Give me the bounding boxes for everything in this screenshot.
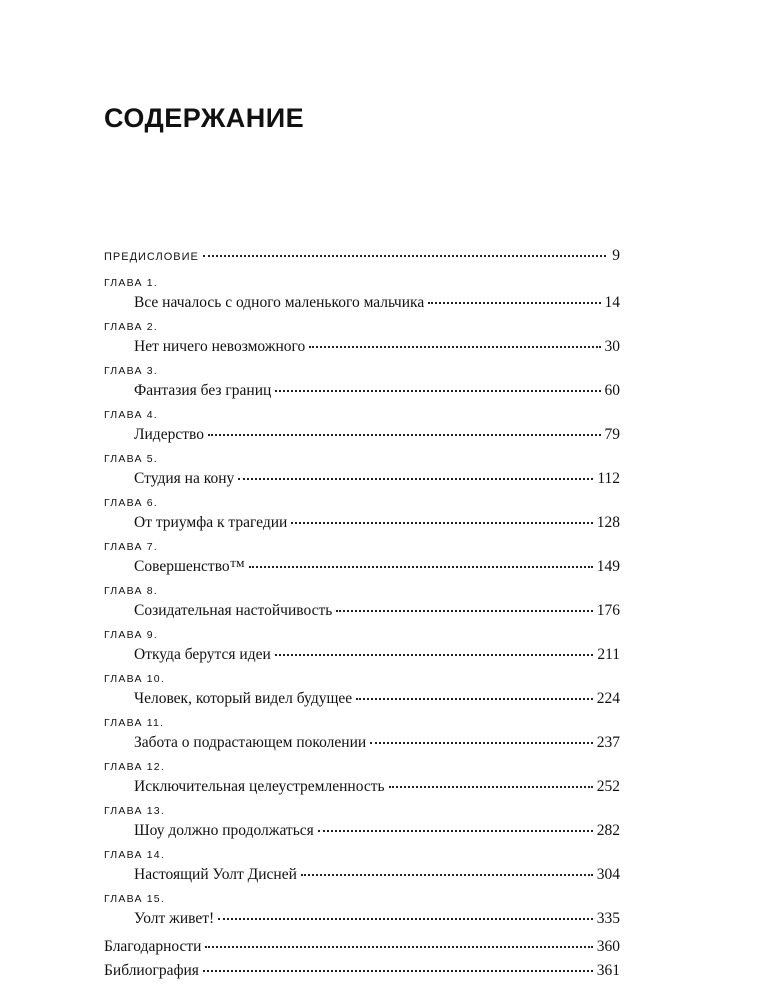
- toc-entry-chapter[interactable]: [104, 863, 620, 887]
- chapter-label: ГЛАВА 15.: [104, 893, 165, 905]
- page-title: СОДЕРЖАНИЕ: [104, 103, 305, 133]
- dot-leader: [275, 389, 600, 392]
- chapter-title: Лидерство: [134, 426, 204, 443]
- toc-page-number: 30: [604, 338, 620, 355]
- chapter-label: ГЛАВА 8.: [104, 585, 158, 597]
- dot-leader: [370, 741, 593, 744]
- toc-page-number: 360: [596, 938, 620, 955]
- dot-leader: [356, 697, 593, 700]
- chapter-list: [104, 276, 620, 931]
- chapter-title: Исключительная целеустремленность: [134, 778, 385, 795]
- toc-entry-chapter[interactable]: [104, 687, 620, 711]
- dot-leader: [301, 873, 593, 876]
- toc-entry-preface[interactable]: [104, 244, 620, 268]
- toc-page-number: 79: [604, 426, 620, 443]
- toc-entry-acknowledgements[interactable]: [104, 935, 620, 959]
- toc-page-number: 237: [596, 734, 620, 751]
- chapter-title: Уолт живет!: [134, 910, 215, 927]
- toc-page-number: 361: [596, 962, 620, 979]
- chapter-label: ГЛАВА 9.: [104, 629, 158, 641]
- chapter-label: ГЛАВА 6.: [104, 497, 158, 509]
- toc-entry-chapter[interactable]: [104, 291, 620, 315]
- chapter-title: От триумфа к трагедии: [134, 514, 288, 531]
- toc-entry-chapter[interactable]: [104, 775, 620, 799]
- dot-leader: [428, 301, 600, 304]
- chapter-title: Студия на кону: [134, 470, 235, 487]
- toc-entry-chapter[interactable]: [104, 423, 620, 447]
- toc-page-number: 176: [596, 602, 620, 619]
- chapter-label: ГЛАВА 12.: [104, 761, 165, 773]
- toc-entry-chapter[interactable]: [104, 555, 620, 579]
- chapter-label: ГЛАВА 7.: [104, 541, 158, 553]
- toc-entry-label: Благодарности: [104, 938, 202, 955]
- toc-page-number: 224: [596, 690, 620, 707]
- toc-entry-chapter[interactable]: [104, 643, 620, 667]
- dot-leader: [309, 345, 600, 348]
- toc-entry-chapter[interactable]: [104, 731, 620, 755]
- toc-entry-chapter[interactable]: [104, 467, 620, 491]
- chapter-title: Совершенство™: [134, 558, 245, 575]
- chapter-title: Нет ничего невозможного: [134, 338, 306, 355]
- chapter-title: Шоу должно продолжаться: [134, 822, 314, 839]
- toc-page-number: 14: [604, 294, 620, 311]
- toc-page-number: 112: [597, 470, 620, 487]
- toc-entry-chapter[interactable]: [104, 907, 620, 931]
- dot-leader: [218, 917, 593, 920]
- toc-page-number: 60: [604, 382, 620, 399]
- chapter-label: ГЛАВА 10.: [104, 673, 165, 685]
- toc-entry-chapter[interactable]: [104, 335, 620, 359]
- chapter-title: Настоящий Уолт Дисней: [134, 866, 297, 883]
- dot-leader: [336, 609, 592, 612]
- toc-entry-label: ПРЕДИСЛОВИЕ: [104, 251, 199, 263]
- chapter-title: Человек, который видел будущее: [134, 690, 353, 707]
- dot-leader: [249, 565, 593, 568]
- toc-page-number: 304: [596, 866, 620, 883]
- chapter-label: ГЛАВА 3.: [104, 365, 158, 377]
- dot-leader: [205, 945, 592, 948]
- toc-page-number: 211: [597, 646, 620, 663]
- toc-page-number: 128: [596, 514, 620, 531]
- table-of-contents: [104, 244, 620, 983]
- chapter-label: ГЛАВА 11.: [104, 717, 165, 729]
- toc-page-number: 149: [596, 558, 620, 575]
- chapter-title: Созидательная настойчивость: [134, 602, 333, 619]
- dot-leader: [238, 477, 593, 480]
- toc-page-number: 252: [596, 778, 620, 795]
- toc-page-number: 282: [596, 822, 620, 839]
- toc-entry-chapter[interactable]: [104, 379, 620, 403]
- toc-entry-bibliography[interactable]: [104, 959, 620, 983]
- toc-page-number: 335: [596, 910, 620, 927]
- dot-leader: [203, 254, 606, 257]
- toc-entry-chapter[interactable]: [104, 819, 620, 843]
- chapter-label: ГЛАВА 1.: [104, 277, 158, 289]
- chapter-title: Фантазия без границ: [134, 382, 272, 399]
- toc-entry-chapter[interactable]: [104, 599, 620, 623]
- dot-leader: [318, 829, 593, 832]
- chapter-title: Забота о подрастающем поколении: [134, 734, 367, 751]
- toc-entry-label: Библиография: [104, 962, 199, 979]
- chapter-label: ГЛАВА 5.: [104, 453, 158, 465]
- chapter-label: ГЛАВА 2.: [104, 321, 158, 333]
- dot-leader: [275, 653, 594, 656]
- chapter-label: ГЛАВА 4.: [104, 409, 158, 421]
- chapter-title: Все началось с одного маленького мальчика: [134, 294, 425, 311]
- chapter-title: Откуда берутся идеи: [134, 646, 271, 663]
- dot-leader: [389, 785, 593, 788]
- toc-page-number: 9: [612, 247, 620, 264]
- dot-leader: [203, 969, 593, 972]
- dot-leader: [208, 433, 601, 436]
- toc-entry-chapter[interactable]: [104, 511, 620, 535]
- chapter-label: ГЛАВА 14.: [104, 849, 165, 861]
- dot-leader: [291, 521, 592, 524]
- chapter-label: ГЛАВА 13.: [104, 805, 165, 817]
